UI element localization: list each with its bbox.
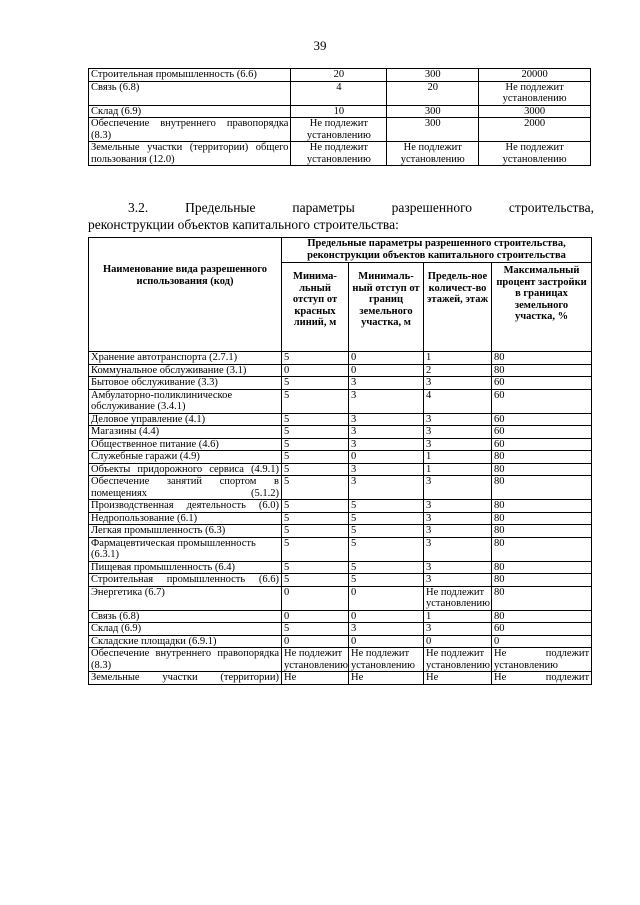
cell-value: 0 bbox=[282, 364, 349, 377]
row-name: Земельные участки (территории) общего пользования (12.0) bbox=[89, 142, 291, 166]
cell-value: 80 bbox=[492, 512, 592, 525]
cell-value: 80 bbox=[492, 476, 592, 500]
cell-value: 80 bbox=[492, 451, 592, 464]
table-row bbox=[89, 672, 592, 685]
row-name: Пищевая промышленность (6.4) bbox=[89, 561, 282, 574]
table-row bbox=[89, 426, 592, 439]
cell-value: 5 bbox=[349, 500, 424, 513]
cell-value: 60 bbox=[492, 389, 592, 413]
table-row bbox=[89, 352, 592, 365]
table-row bbox=[89, 451, 592, 464]
cell-value: 3 bbox=[424, 623, 492, 636]
cell-value: 5 bbox=[282, 512, 349, 525]
cell-value: Не подлежит установлению bbox=[291, 142, 387, 166]
cell-value: 5 bbox=[282, 500, 349, 513]
table-row bbox=[89, 413, 592, 426]
table-row bbox=[89, 476, 592, 500]
cell-value: 80 bbox=[492, 574, 592, 587]
cell-value: 1 bbox=[424, 451, 492, 464]
cell-value: Не подлежит установлению bbox=[479, 142, 591, 166]
row-name: Связь (6.8) bbox=[89, 610, 282, 623]
row-name: Коммунальное обслуживание (3.1) bbox=[89, 364, 282, 377]
header-boundary-setback: Минималь-ный отступ от границ земельного участка, м bbox=[349, 263, 424, 352]
cell-value: Не bbox=[349, 672, 424, 685]
row-name: Фармацевтическая промышленность (6.3.1) bbox=[89, 537, 282, 561]
cell-value: 3 bbox=[424, 438, 492, 451]
header-max-coverage: Максимальный процент застройки в границах земельного участка, % bbox=[492, 263, 592, 352]
cell-value: 5 bbox=[282, 451, 349, 464]
row-name: Объекты придорожного сервиса (4.9.1) bbox=[89, 463, 282, 476]
cell-value: Не подлежит установлению bbox=[349, 648, 424, 672]
cell-value: 60 bbox=[492, 438, 592, 451]
row-name: Строительная промышленность (6.6) bbox=[89, 69, 291, 82]
cell-value: 5 bbox=[282, 426, 349, 439]
cell-value: 0 bbox=[492, 635, 592, 648]
table-row bbox=[89, 525, 592, 538]
cell-value: 5 bbox=[282, 377, 349, 390]
cell-value: 3 bbox=[424, 525, 492, 538]
cell-value: Не подлежит установлению bbox=[424, 648, 492, 672]
cell-value: Не bbox=[424, 672, 492, 685]
limit-parameters-table bbox=[88, 237, 592, 685]
cell-value: 3 bbox=[349, 426, 424, 439]
row-name: Складские площадки (6.9.1) bbox=[89, 635, 282, 648]
cell-value: Не подлежит установлению bbox=[424, 586, 492, 610]
section-number: 3.2. bbox=[128, 200, 149, 215]
row-name: Служебные гаражи (4.9) bbox=[89, 451, 282, 464]
cell-value: 5 bbox=[282, 525, 349, 538]
table-row bbox=[89, 377, 592, 390]
cell-value: 4 bbox=[424, 389, 492, 413]
row-name: Обеспечение внутреннего правопорядка (8.3) bbox=[89, 648, 282, 672]
table-row bbox=[89, 648, 592, 672]
cell-value: 0 bbox=[282, 586, 349, 610]
row-name: Строительная промышленность (6.6) bbox=[89, 574, 282, 587]
row-name: Обеспечение внутреннего правопорядка (8.3) bbox=[89, 118, 291, 142]
table-row bbox=[89, 561, 592, 574]
cell-value: 5 bbox=[282, 389, 349, 413]
table-row bbox=[89, 118, 591, 142]
page-number: 39 bbox=[313, 38, 327, 53]
table-row bbox=[89, 623, 592, 636]
row-name: Амбулаторно-поликлиническое обслуживание (3.4.1) bbox=[89, 389, 282, 413]
cell-value: 3 bbox=[424, 537, 492, 561]
cell-value: 60 bbox=[492, 623, 592, 636]
row-name: Деловое управление (4.1) bbox=[89, 413, 282, 426]
table-row bbox=[89, 463, 592, 476]
cell-value: 80 bbox=[492, 500, 592, 513]
row-name: Энергетика (6.7) bbox=[89, 586, 282, 610]
cell-value: 5 bbox=[349, 574, 424, 587]
heading-word: строительства, bbox=[508, 200, 594, 215]
cell-value: 80 bbox=[492, 561, 592, 574]
cell-value: 3 bbox=[349, 389, 424, 413]
cell-value: Не bbox=[282, 672, 349, 685]
cell-value: 60 bbox=[492, 377, 592, 390]
row-name: Магазины (4.4) bbox=[89, 426, 282, 439]
cell-value: 1 bbox=[424, 610, 492, 623]
table-row bbox=[89, 586, 592, 610]
table-row bbox=[89, 105, 591, 118]
row-name: Хранение автотранспорта (2.7.1) bbox=[89, 352, 282, 365]
cell-value: 3 bbox=[424, 426, 492, 439]
row-name: Обеспечение занятий спортом в помещениях (5.1.2) bbox=[89, 476, 282, 500]
table-row bbox=[89, 438, 592, 451]
table-row bbox=[89, 610, 592, 623]
cell-value: 80 bbox=[492, 537, 592, 561]
cell-value: Не подлежит установлению bbox=[291, 118, 387, 142]
row-name: Склад (6.9) bbox=[89, 105, 291, 118]
cell-value: 5 bbox=[349, 525, 424, 538]
cell-value: 20 bbox=[387, 81, 479, 105]
cell-value: 60 bbox=[492, 426, 592, 439]
cell-value: 3000 bbox=[479, 105, 591, 118]
cell-value: 20000 bbox=[479, 69, 591, 82]
cell-value: 4 bbox=[291, 81, 387, 105]
header-floors: Предель-ное количест-во этажей, этаж bbox=[424, 263, 492, 352]
cell-value: 80 bbox=[492, 525, 592, 538]
cell-value: 5 bbox=[282, 561, 349, 574]
cell-value: 0 bbox=[282, 635, 349, 648]
cell-value: 3 bbox=[349, 413, 424, 426]
heading-word: параметры bbox=[292, 200, 355, 215]
table-row bbox=[89, 537, 592, 561]
row-name: Бытовое обслуживание (3.3) bbox=[89, 377, 282, 390]
cell-value: 80 bbox=[492, 364, 592, 377]
table-row bbox=[89, 512, 592, 525]
cell-value: 80 bbox=[492, 463, 592, 476]
table-row bbox=[89, 389, 592, 413]
cell-value: 0 bbox=[349, 635, 424, 648]
cell-value: 300 bbox=[387, 118, 479, 142]
cell-value: 5 bbox=[349, 512, 424, 525]
cell-value: 5 bbox=[349, 537, 424, 561]
row-name: Производственная деятельность (6.0) bbox=[89, 500, 282, 513]
header-row bbox=[89, 238, 592, 263]
cell-value: 5 bbox=[282, 438, 349, 451]
cell-value: 0 bbox=[349, 352, 424, 365]
table-row bbox=[89, 364, 592, 377]
row-name: Связь (6.8) bbox=[89, 81, 291, 105]
cell-value: 3 bbox=[424, 512, 492, 525]
cell-value: 80 bbox=[492, 586, 592, 610]
table-row bbox=[89, 635, 592, 648]
cell-value: 3 bbox=[424, 476, 492, 500]
cell-value: 0 bbox=[424, 635, 492, 648]
table-row bbox=[89, 574, 592, 587]
cell-value: 3 bbox=[349, 463, 424, 476]
cell-value: 0 bbox=[282, 610, 349, 623]
cell-value: 2 bbox=[424, 364, 492, 377]
table-row bbox=[89, 81, 591, 105]
cell-value: 300 bbox=[387, 69, 479, 82]
cell-value: 5 bbox=[282, 352, 349, 365]
cell-value: Не подлежит установлению bbox=[282, 648, 349, 672]
cell-value: 3 bbox=[349, 623, 424, 636]
cell-value: 3 bbox=[424, 574, 492, 587]
cell-value: 5 bbox=[282, 413, 349, 426]
header-red-line-setback: Минима-льный отступ от красных линий, м bbox=[282, 263, 349, 352]
cell-value: 3 bbox=[349, 438, 424, 451]
heading-line-2: реконструкции объектов капитального строительства: bbox=[88, 217, 399, 232]
cell-value: 3 bbox=[424, 413, 492, 426]
cell-value: 3 bbox=[424, 500, 492, 513]
cell-value: 5 bbox=[282, 476, 349, 500]
section-heading bbox=[88, 199, 594, 233]
cell-value: 0 bbox=[349, 364, 424, 377]
cell-value: 5 bbox=[282, 623, 349, 636]
heading-word: разрешенного bbox=[391, 200, 473, 215]
header-name-column: Наименование вида разрешенного использования (код) bbox=[89, 238, 282, 352]
cell-value: 0 bbox=[349, 610, 424, 623]
cell-value: 80 bbox=[492, 352, 592, 365]
row-name: Недропользование (6.1) bbox=[89, 512, 282, 525]
row-name: Земельные участки (территории) bbox=[89, 672, 282, 685]
row-name: Общественное питание (4.6) bbox=[89, 438, 282, 451]
cell-value: 2000 bbox=[479, 118, 591, 142]
cell-value: 3 bbox=[349, 377, 424, 390]
cell-value: 3 bbox=[424, 561, 492, 574]
cell-value: Не подлежит установлению bbox=[387, 142, 479, 166]
row-name: Склад (6.9) bbox=[89, 623, 282, 636]
cell-value: Не подлежит установлению bbox=[479, 81, 591, 105]
cell-value: 300 bbox=[387, 105, 479, 118]
cell-value: 1 bbox=[424, 352, 492, 365]
cell-value: 3 bbox=[424, 377, 492, 390]
cell-value: Не подлежит установлению bbox=[492, 648, 592, 672]
cell-value: 20 bbox=[291, 69, 387, 82]
cell-value: 5 bbox=[349, 561, 424, 574]
cell-value: 5 bbox=[282, 463, 349, 476]
cell-value: 1 bbox=[424, 463, 492, 476]
cell-value: 0 bbox=[349, 586, 424, 610]
cell-value: 80 bbox=[492, 610, 592, 623]
row-name: Легкая промышленность (6.3) bbox=[89, 525, 282, 538]
cell-value: 3 bbox=[349, 476, 424, 500]
header-group: Предельные параметры разрешенного строительства, реконструкции объектов капитального строительства bbox=[282, 238, 592, 263]
cell-value: 5 bbox=[282, 574, 349, 587]
limits-table-continued bbox=[88, 68, 591, 166]
cell-value: Не подлежит bbox=[492, 672, 592, 685]
table-row bbox=[89, 500, 592, 513]
cell-value: 60 bbox=[492, 413, 592, 426]
cell-value: 10 bbox=[291, 105, 387, 118]
table-row bbox=[89, 69, 591, 82]
cell-value: 5 bbox=[282, 537, 349, 561]
cell-value: 0 bbox=[349, 451, 424, 464]
heading-word: Предельные bbox=[185, 200, 256, 215]
table-row bbox=[89, 142, 591, 166]
